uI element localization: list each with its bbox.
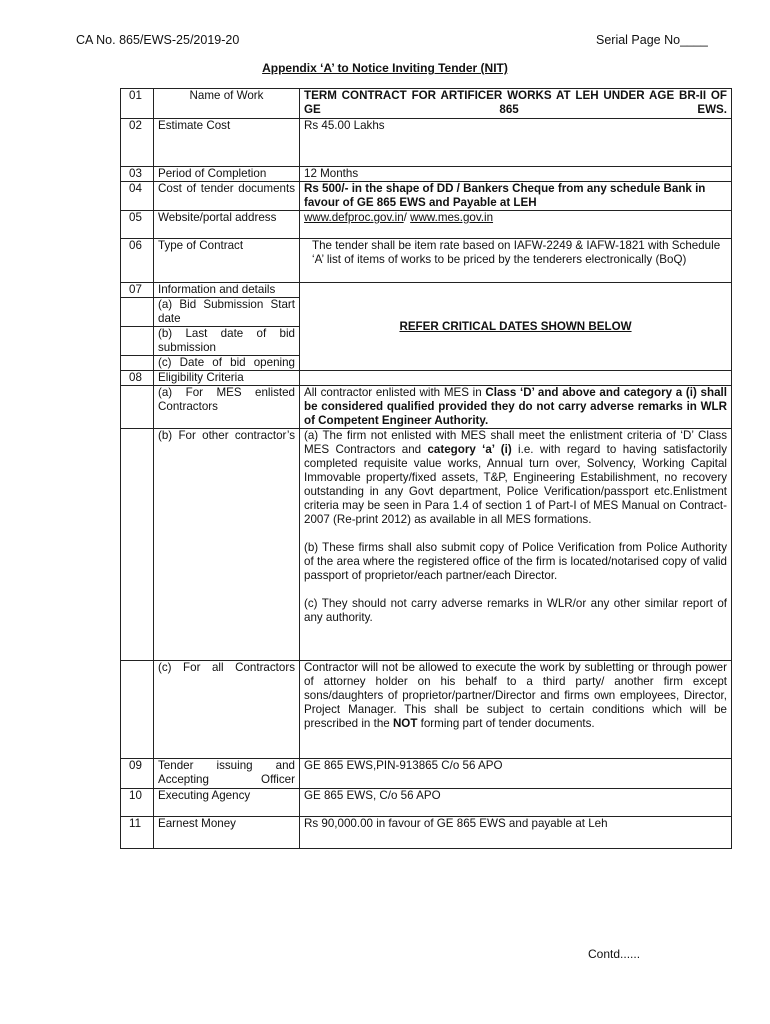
- row-label: Earnest Money: [154, 817, 300, 849]
- row-number: 09: [121, 759, 154, 789]
- row-label: Executing Agency: [154, 789, 300, 817]
- defproc-link[interactable]: www.defproc.gov.in: [304, 211, 404, 224]
- continued-note: Contd......: [588, 947, 641, 961]
- table-row: [121, 283, 732, 298]
- table-row: [121, 789, 732, 817]
- critical-dates-note: REFER CRITICAL DATES SHOWN BELOW: [300, 283, 732, 371]
- row-number: 04: [121, 182, 154, 211]
- executing-agency-value: GE 865 EWS, C/o 56 APO: [300, 789, 732, 817]
- table-row: [121, 661, 732, 759]
- eligibility-b-text: (a) The firm not enlisted with MES shall meet the enlistment criteria of ‘D’ Class MES Contractors and category ‘a’ (i) i.e. with regard to having satisfactorily completed requisite value works, Annual turn over, Solvency, Working Capital Immovable property/fixed assets, T&P, Engineering Estabilishment, no recovery outstanding in any Govt department, Police Verification/passport etc.Enlistment criteria may be seen in Para 1.4 of section 1 of Part-I of MES Manual on Contract-2007 (Re-print 2012) as available in all MES formations. (b) These firms shall also submit copy of Police Verification from Police Authority of the area where the registered office of the firm is located/notarised copy of valid passport of proprietor/each partner/each Director. (c) They should not carry adverse remarks in WLR/or any other similar report of any authority.: [300, 429, 732, 661]
- eligibility-c-label: (c) For all Contractors: [154, 661, 300, 759]
- eligibility-a-text: All contractor enlisted with MES in Class ‘D’ and above and category a (i) shall be considered qualified provided they do not carry adverse remarks in WLR of Competent Engineer Authority.: [300, 386, 732, 429]
- table-row: [121, 211, 732, 239]
- contract-type-value: The tender shall be item rate based on IAFW-2249 & IAFW-1821 with Schedule ‘A’ list of items of works to be priced by the tenderers electronically (BoQ): [300, 239, 732, 283]
- serial-page-number: Serial Page No____: [596, 33, 708, 47]
- row-number: 01: [121, 89, 154, 119]
- name-of-work-value: TERM CONTRACT FOR ARTIFICER WORKS AT LEH UNDER AGE BR-II OF GE 865 EWS.: [300, 89, 732, 119]
- row-label: Tender issuing and Accepting Officer: [154, 759, 300, 789]
- tender-doc-cost-value: Rs 500/- in the shape of DD / Bankers Cheque from any schedule Bank in favour of GE 865 EWS and Payable at LEH: [300, 182, 732, 211]
- row-number: 02: [121, 119, 154, 167]
- eligibility-c-text: Contractor will not be allowed to execute the work by subletting or through power of attorney holder on his behalf to a third party/ another firm except sons/daughters of proprietor/partner/Director and firms own employees, Director, Project Manager. This shall be subject to certain conditions which will be prescribed in the NOT forming part of tender documents.: [300, 661, 732, 759]
- document-title: Appendix ‘A’ to Notice Inviting Tender (NIT): [262, 61, 508, 75]
- row-number: 03: [121, 167, 154, 182]
- row-number: 11: [121, 817, 154, 849]
- earnest-money-value: Rs 90,000.00 in favour of GE 865 EWS and payable at Leh: [300, 817, 732, 849]
- row-label: Estimate Cost: [154, 119, 300, 167]
- nit-table: [120, 88, 732, 849]
- link-separator: /: [403, 211, 411, 224]
- bid-last-date-label: (b) Last date of bid submission: [154, 327, 300, 356]
- row-label: Period of Completion: [154, 167, 300, 182]
- estimate-cost-value: Rs 45.00 Lakhs: [300, 119, 732, 167]
- row-label: Type of Contract: [154, 239, 300, 283]
- row-label: Cost of tender documents: [154, 182, 300, 211]
- table-row: [121, 167, 732, 182]
- row-number: 10: [121, 789, 154, 817]
- table-row: [121, 817, 732, 849]
- table-row: [121, 119, 732, 167]
- table-row: [121, 759, 732, 789]
- eligibility-b-label: (b) For other contractor’s: [154, 429, 300, 661]
- tender-officer-value: GE 865 EWS,PIN-913865 C/o 56 APO: [300, 759, 732, 789]
- bid-opening-label: (c) Date of bid opening: [154, 356, 300, 371]
- row-label: Name of Work: [154, 89, 300, 119]
- table-row: [121, 182, 732, 211]
- eligibility-a-label: (a) For MES enlisted Contractors: [154, 386, 300, 429]
- completion-period-value: 12 Months: [300, 167, 732, 182]
- row-label: Information and details: [154, 283, 300, 298]
- row-label: Website/portal address: [154, 211, 300, 239]
- row-number: 08: [121, 371, 154, 386]
- row-number: 06: [121, 239, 154, 283]
- table-row: [121, 371, 732, 386]
- row-label: Eligibility Criteria: [154, 371, 300, 386]
- website-value: [300, 211, 732, 239]
- table-row: [121, 239, 732, 283]
- row-number: 05: [121, 211, 154, 239]
- row-number: 07: [121, 283, 154, 298]
- bid-start-label: (a) Bid Submission Start date: [154, 298, 300, 327]
- ca-number: CA No. 865/EWS-25/2019-20: [76, 33, 240, 47]
- table-row: [121, 89, 732, 119]
- table-row: [121, 386, 732, 429]
- table-row: [121, 429, 732, 661]
- mes-link[interactable]: www.mes.gov.in: [410, 211, 494, 224]
